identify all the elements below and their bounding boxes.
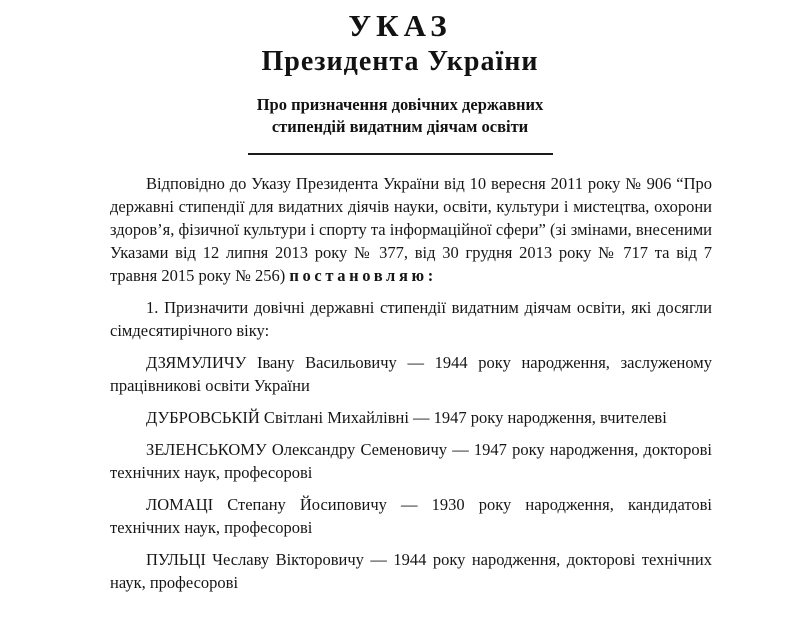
document-title-line1: УКАЗ bbox=[348, 8, 452, 43]
stipend-entry-1: ДЗЯМУЛИЧУ Івану Васильовичу — 1944 року народження, заслуженому працівникові освіти України bbox=[110, 352, 712, 395]
clause-paragraph: 1. Призначити довічні державні стипендії видатним діячам освіти, які досягли сімдесятирічного віку: bbox=[110, 297, 712, 340]
document-subtitle bbox=[0, 94, 800, 139]
document-subtitle-line2: стипендій видатним діячам освіти bbox=[271, 117, 529, 137]
document-subtitle-line1: Про призначення довічних державних bbox=[256, 95, 544, 114]
stipend-entry-4: ЛОМАЦІ Степану Йосиповичу — 1930 року народження, кандидатові технічних наук, професорові bbox=[110, 494, 712, 537]
document-body bbox=[0, 155, 800, 594]
stipend-entry-3: ЗЕЛЕНСЬКОМУ Олександру Семеновичу — 1947 року народження, докторові технічних наук, професорові bbox=[110, 439, 712, 482]
stipend-entry-5: ПУЛЬЦІ Чеславу Вікторовичу — 1944 року народження, докторові технічних наук, професорові bbox=[110, 549, 712, 592]
intro-paragraph bbox=[110, 172, 712, 287]
intro-paragraph-text: Відповідно до Указу Президента України від 10 вересня 2011 року № 906 “Про державні стипендії для видатних діячів науки, освіти, культури і мистецтва, охорони здоров’я, фізичної культури і спорту та інформаційної сфери” (зі змінами, внесеними Указами від 12 липня 2013 року № 377, від 30 грудня 2013 року № 717 та від 7 травня 2015 року № 256) bbox=[110, 173, 712, 285]
document-title-line2: Президента України bbox=[261, 46, 539, 77]
intro-paragraph-bold-text: постановляю: bbox=[289, 265, 437, 285]
stipend-entry-2: ДУБРОВСЬКІЙ Світлані Михайлівні — 1947 року народження, вчителеві bbox=[146, 407, 667, 427]
